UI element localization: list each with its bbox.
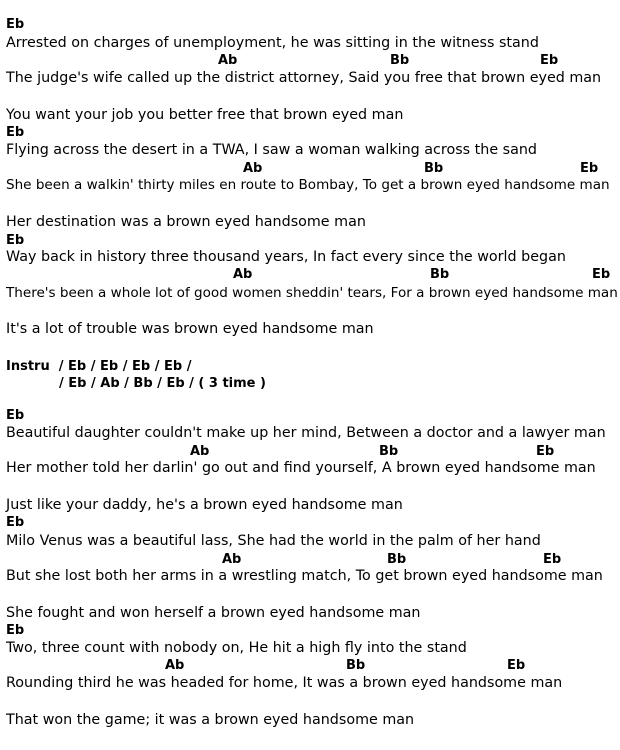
lyric-line: Rounding third he was headed for home, It was a brown eyed handsome man (6, 675, 563, 691)
chord: Eb (6, 17, 25, 32)
chord: Eb (6, 515, 25, 530)
chord: Eb (6, 623, 25, 638)
lyric-line: Arrested on charges of unemployment, he was sitting in the witness stand (6, 35, 539, 51)
chord: Ab (165, 658, 185, 673)
chord: Ab (218, 53, 238, 68)
lyric-line: Just like your daddy, he's a brown eyed handsome man (6, 497, 403, 513)
chord: Bb (379, 444, 399, 459)
lyric-line: The judge's wife called up the district attorney, Said you free that brown eyed man (6, 70, 602, 86)
lyric-line: She been a walkin' thirty miles en route to Bombay, To get a brown eyed handsome man (6, 177, 610, 193)
instrumental-line: / Eb / Ab / Bb / Eb / ( 3 time ) (59, 376, 266, 391)
chord: Eb (6, 408, 25, 423)
chord: Bb (424, 161, 444, 176)
lyric-line: Flying across the desert in a TWA, I saw a woman walking across the sand (6, 142, 538, 158)
chord: Ab (190, 444, 210, 459)
chord: Ab (233, 267, 253, 282)
lyric-line: Two, three count with nobody on, He hit a high fly into the stand (6, 640, 467, 656)
chord: Bb (387, 552, 407, 567)
chord: Ab (222, 552, 242, 567)
lyric-line: You want your job you better free that brown eyed man (6, 107, 404, 123)
lyric-line: Beautiful daughter couldn't make up her mind, Between a doctor and a lawyer man (6, 425, 606, 441)
chord: Eb (536, 444, 555, 459)
chord: Eb (6, 233, 25, 248)
lyric-line: Her destination was a brown eyed handsome man (6, 214, 366, 230)
chord: Eb (592, 267, 611, 282)
lyric-line: There's been a whole lot of good women sheddin' tears, For a brown eyed handsome man (6, 285, 618, 301)
chord: Bb (390, 53, 410, 68)
chord: Eb (507, 658, 526, 673)
chord: Bb (430, 267, 450, 282)
lyric-line: It's a lot of trouble was brown eyed handsome man (6, 321, 374, 337)
lyric-line: That won the game; it was a brown eyed handsome man (6, 712, 415, 728)
lyric-line: Milo Venus was a beautiful lass, She had the world in the palm of her hand (6, 533, 541, 549)
chord: Eb (543, 552, 562, 567)
lyric-line: She fought and won herself a brown eyed handsome man (6, 605, 421, 621)
chord: Ab (243, 161, 263, 176)
chord: Eb (540, 53, 559, 68)
lyric-line: Way back in history three thousand years, In fact every since the world began (6, 249, 566, 265)
lyric-line: But she lost both her arms in a wrestling match, To get brown eyed handsome man (6, 568, 603, 584)
lyric-line: Her mother told her darlin' go out and find yourself, A brown eyed handsome man (6, 460, 596, 476)
chord: Bb (346, 658, 366, 673)
instrumental-line: Instru / Eb / Eb / Eb / Eb / (6, 359, 192, 374)
chord: Eb (580, 161, 599, 176)
chord: Eb (6, 125, 25, 140)
